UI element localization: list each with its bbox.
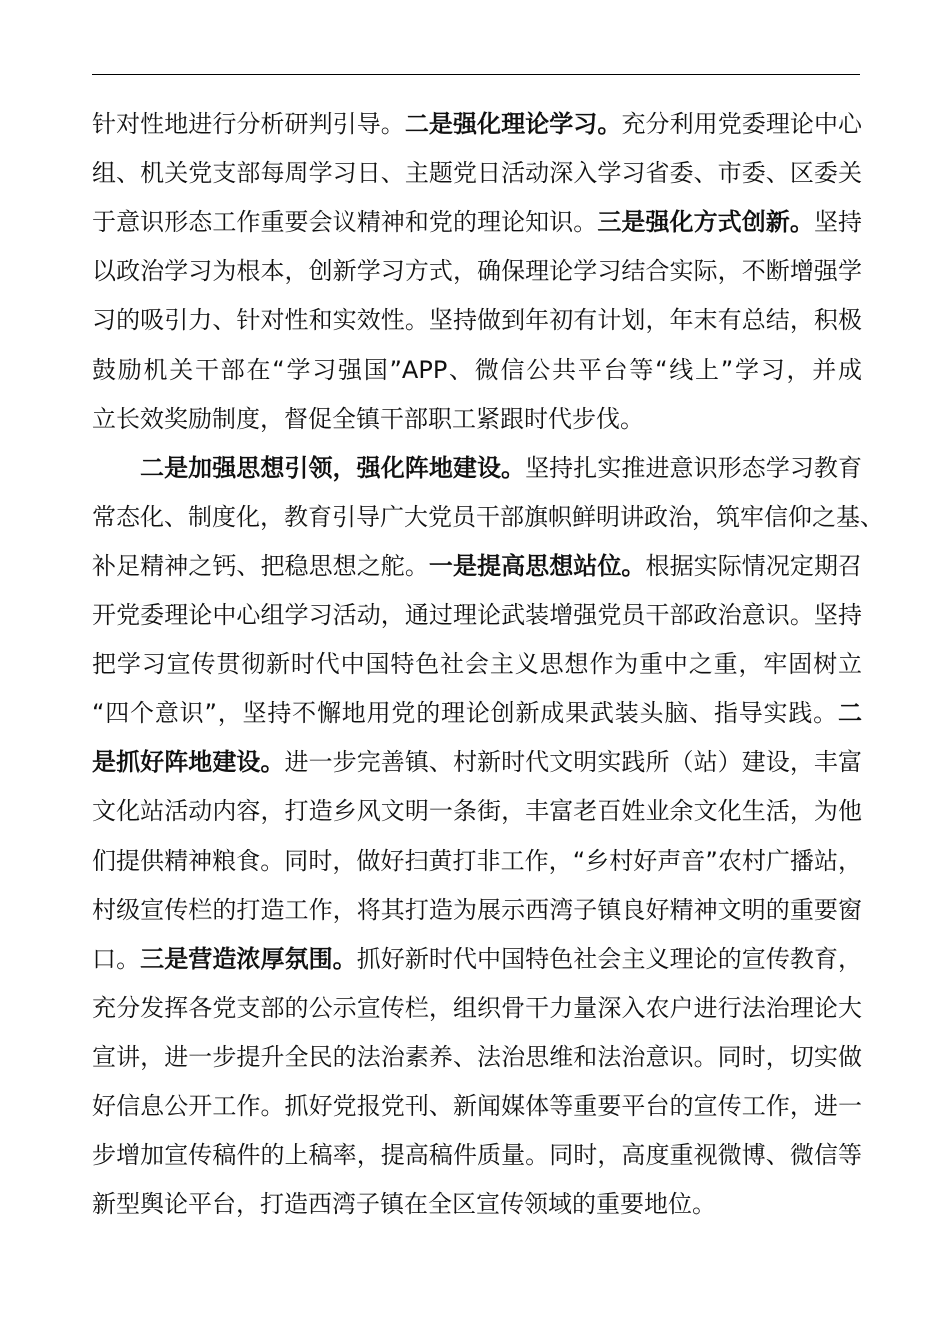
header-rule <box>92 74 860 75</box>
text-segment: 常态化、制度化，教育引导广大党员干部旗帜鲜明讲政治，筑牢信仰之基、 <box>92 502 884 531</box>
text-line <box>92 296 862 345</box>
text-line <box>92 787 862 836</box>
text-segment: 鼓励机关干部在“学习强国”APP、微信公共平台等“线上”学习，并成 <box>92 355 862 384</box>
text-segment: 开党委理论中心组学习活动，通过理论武装增强党员干部政治意识。坚持 <box>92 601 862 629</box>
text-line <box>92 640 862 689</box>
text-segment: 们提供精神粮食。同时，做好扫黄打非工作，“乡村好声音”农村广播站， <box>92 846 862 875</box>
text-segment: 以政治学习为根本，创新学习方式，确保理论学习结合实际，不断增强学 <box>92 257 862 286</box>
text-line <box>92 1033 862 1082</box>
text-line <box>92 149 862 198</box>
text-segment: 坚持扎实推进意识形态学习教育 <box>525 453 863 482</box>
text-line <box>92 1180 862 1229</box>
text-segment: 步增加宣传稿件的上稿率，提高稿件质量。同时，高度重视微博、微信等 <box>92 1141 862 1170</box>
text-line <box>92 1131 862 1180</box>
text-segment: 补足精神之钙、把稳思想之舵。 <box>92 551 429 580</box>
text-segment: 进一步完善镇、村新时代文明实践所（站）建设，丰富 <box>284 748 862 777</box>
text-segment: 充分发挥各党支部的公示宣传栏，组织骨干力量深入农户进行法治理论大 <box>92 993 862 1022</box>
bold-heading-segment: 二是强化理论学习。 <box>404 110 622 138</box>
text-line <box>92 1082 862 1131</box>
text-line <box>92 247 862 296</box>
text-segment: 口。 <box>92 944 141 973</box>
text-segment: 村级宣传栏的打造工作，将其打造为展示西湾子镇良好精神文明的重要窗 <box>92 895 862 924</box>
text-line <box>92 886 862 935</box>
text-segment: 充分利用党委理论中心 <box>621 110 863 138</box>
text-segment: 根据实际情况定期召 <box>645 551 863 580</box>
text-line <box>92 395 862 444</box>
text-segment: 针对性地进行分析研判引导。 <box>92 110 405 138</box>
text-segment: 于意识形态工作重要会议精神和党的理论知识。 <box>92 208 598 237</box>
text-line <box>92 738 862 787</box>
text-line <box>92 100 862 149</box>
text-line <box>92 984 862 1033</box>
text-segment: “四个意识”，坚持不懈地用党的理论创新成果武装头脑、指导实践。 <box>92 699 838 728</box>
text-segment: 立长效奖励制度，督促全镇干部职工紧跟时代步伐。 <box>92 404 644 433</box>
text-line <box>92 591 862 640</box>
text-segment: 组、机关党支部每周学习日、主题党日活动深入学习省委、市委、区委关 <box>92 159 862 188</box>
text-segment: 宣讲，进一步提升全民的法治素养、法治思维和法治意识。同时，切实做 <box>92 1042 862 1071</box>
text-line <box>140 444 862 493</box>
text-segment: 新型舆论平台，打造西湾子镇在全区宣传领域的重要地位。 <box>92 1190 716 1219</box>
bold-heading-segment: 二是加强思想引领，强化阵地建设。 <box>140 453 526 482</box>
text-line <box>92 346 862 395</box>
text-line <box>92 935 862 984</box>
text-segment: 坚持 <box>813 208 863 237</box>
bold-heading-segment: 是抓好阵地建设。 <box>92 748 285 777</box>
bold-heading-segment: 二 <box>838 699 862 728</box>
text-segment: 抓好新时代中国特色社会主义理论的宣传教育， <box>356 944 863 973</box>
text-segment: 文化站活动内容，打造乡风文明一条街，丰富老百姓业余文化生活，为他 <box>92 797 862 826</box>
bold-heading-segment: 三是强化方式创新。 <box>597 208 814 237</box>
text-line <box>92 837 862 886</box>
text-line <box>92 689 862 738</box>
text-segment: 把学习宣传贯彻新时代中国特色社会主义思想作为重中之重，牢固树立 <box>92 650 862 679</box>
bold-heading-segment: 一是提高思想站位。 <box>428 551 646 580</box>
text-line <box>92 493 884 542</box>
text-segment: 习的吸引力、针对性和实效性。坚持做到年初有计划，年末有总结，积极 <box>92 306 862 335</box>
bold-heading-segment: 三是营造浓厚氛围。 <box>140 944 357 973</box>
text-line <box>92 198 862 247</box>
text-line <box>92 542 862 591</box>
text-segment: 好信息公开工作。抓好党报党刊、新闻媒体等重要平台的宣传工作，进一 <box>92 1092 862 1120</box>
